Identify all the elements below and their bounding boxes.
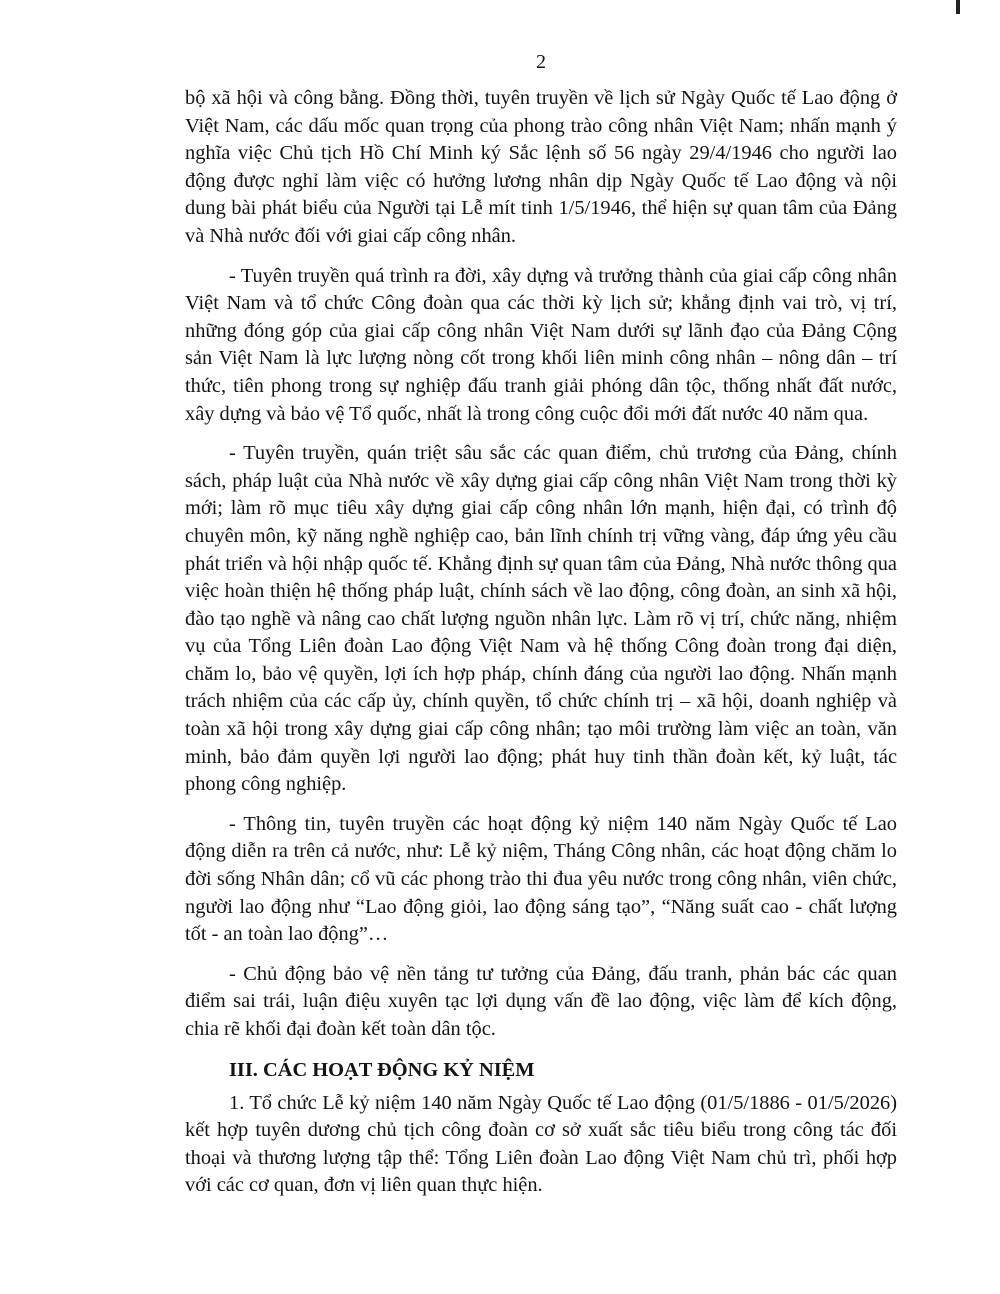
paragraph-bullet-ideology: - Chủ động bảo vệ nền tảng tư tưởng của Đảng, đấu tranh, phản bác các quan điểm sai trái, luận điệu xuyên tạc lợi dụng vấn đề lao động, việc làm để kích động, chia rẽ khối đại đoàn kết toàn dân tộc. xyxy=(185,962,897,1040)
paragraph-bullet-policy: - Tuyên truyền, quán triệt sâu sắc các quan điểm, chủ trương của Đảng, chính sách, pháp luật của Nhà nước về xây dựng giai cấp công nhân Việt Nam trong thời kỳ mới; làm rõ mục tiêu xây dựng giai cấp công nhân lớn mạnh, hiện đại, có trình độ chuyên môn, kỹ năng nghề nghiệp cao, bản lĩnh chính trị vững vàng, đáp ứng yêu cầu phát triển và hội nhập quốc tế. Khẳng định sự quan tâm của Đảng, Nhà nước thông qua việc hoàn thiện hệ thống pháp luật, chính sách về lao động, công đoàn, an sinh xã hội, đào tạo nghề và nâng cao chất lượng nguồn nhân lực. Làm rõ vị trí, chức năng, nhiệm vụ của Tổng Liên đoàn Lao động Việt Nam và hệ thống Công đoàn trong đại diện, chăm lo, bảo vệ quyền, lợi ích hợp pháp, chính đáng của người lao động. Nhấn mạnh trách nhiệm của các cấp ủy, chính quyền, tổ chức chính trị – xã hội, doanh nghiệp và toàn xã hội trong xây dựng giai cấp công nhân; tạo môi trường làm việc an toàn, văn minh, bảo đảm quyền lợi người lao động; phát huy tinh thần đoàn kết, kỷ luật, tác phong công nghiệp. xyxy=(185,442,897,796)
paragraph-bullet-history: - Tuyên truyền quá trình ra đời, xây dựng và trưởng thành của giai cấp công nhân Việt Nam và tổ chức Công đoàn qua các thời kỳ lịch sử; khẳng định vai trò, vị trí, những đóng góp của giai cấp công nhân Việt Nam dưới sự lãnh đạo của Đảng Cộng sản Việt Nam là lực lượng nòng cốt trong khối liên minh công nhân – nông dân – trí thức, tiên phong trong sự nghiệp đấu tranh giải phóng dân tộc, thống nhất đất nước, xây dựng và bảo vệ Tổ quốc, nhất là trong công cuộc đổi mới đất nước 40 năm qua. xyxy=(185,264,897,425)
page-number: 2 xyxy=(536,51,546,73)
document-body xyxy=(185,85,897,1212)
scan-mark xyxy=(956,0,960,14)
paragraph-continuation: bộ xã hội và công bằng. Đồng thời, tuyên truyền về lịch sử Ngày Quốc tế Lao động ở Việt Nam, các dấu mốc quan trọng của phong trào công nhân Việt Nam; nhấn mạnh ý nghĩa việc Chủ tịch Hồ Chí Minh ký Sắc lệnh số 56 ngày 29/4/1946 cho người lao động được nghỉ làm việc có hưởng lương nhân dịp Ngày Quốc tế Lao động và nội dung bài phát biểu của Người tại Lễ mít tinh 1/5/1946, thể hiện sự quan tâm của Đảng và Nhà nước đối với giai cấp công nhân. xyxy=(185,87,897,247)
paragraph-bullet-activities: - Thông tin, tuyên truyền các hoạt động kỷ niệm 140 năm Ngày Quốc tế Lao động diễn ra trên cả nước, như: Lễ kỷ niệm, Tháng Công nhân, các hoạt động chăm lo đời sống Nhân dân; cổ vũ các phong trào thi đua yêu nước trong công nhân, viên chức, người lao động như “Lao động giỏi, lao động sáng tạo”, “Năng suất cao - chất lượng tốt - an toàn lao động”… xyxy=(185,812,897,946)
paragraph-activity-1: 1. Tổ chức Lễ kỷ niệm 140 năm Ngày Quốc tế Lao động (01/5/1886 - 01/5/2026) kết hợp tuyên dương chủ tịch công đoàn cơ sở xuất sắc tiêu biểu trong công tác đối thoại và thương lượng tập thể: Tổng Liên đoàn Lao động Việt Nam chủ trì, phối hợp với các cơ quan, đơn vị liên quan thực hiện. xyxy=(185,1091,897,1197)
section-heading: III. CÁC HOẠT ĐỘNG KỶ NIỆM xyxy=(229,1058,535,1081)
